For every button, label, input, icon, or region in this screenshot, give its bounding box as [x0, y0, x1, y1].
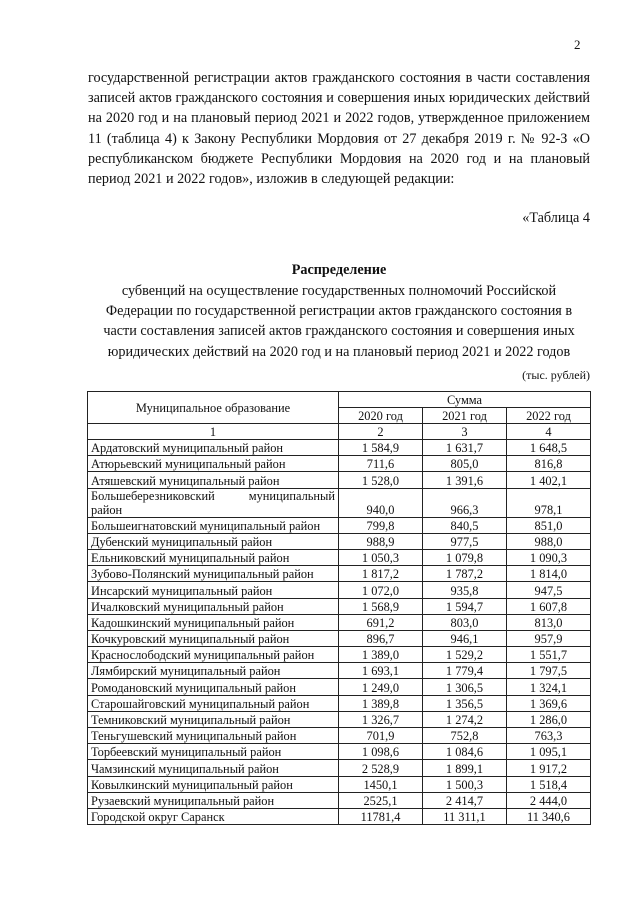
table-row [88, 582, 591, 598]
value-2022: 988,0 [507, 533, 591, 549]
col-number-4: 4 [507, 424, 591, 440]
table-row [88, 663, 591, 679]
value-2021: 935,8 [423, 582, 507, 598]
header-year-2021: 2021 год [423, 408, 507, 424]
value-2020: 1 072,0 [339, 582, 423, 598]
header-year-2022: 2022 год [507, 408, 591, 424]
value-2022: 1 648,5 [507, 440, 591, 456]
value-2022: 957,9 [507, 630, 591, 646]
table-row [88, 566, 591, 582]
value-2020: 1 050,3 [339, 549, 423, 565]
value-2020: 1 568,9 [339, 598, 423, 614]
value-2021: 1 779,4 [423, 663, 507, 679]
intro-paragraph: государственной регистрации актов гражданского состояния в части составления записей актов гражданского состояния и совершения иных юридических действий на 2020 год и на плановый период 2021 и 2022 годов, утвержденное приложением 11 (таблица 4) к Закону Республики Мордовия от 27 декабря 2019 г. № 92-З «О республиканском бюджете Республики Мордовия на 2020 год и на плановый период 2021 и 2022 годов», изложив в следующей редакции: [88, 70, 590, 188]
municipality-name: Кадошкинский муниципальный район [88, 614, 339, 630]
value-2020: 1 389,8 [339, 695, 423, 711]
municipality-name: Кочкуровский муниципальный район [88, 630, 339, 646]
header-sum: Сумма [339, 392, 591, 408]
value-2022: 1 814,0 [507, 566, 591, 582]
municipality-name: Инсарский муниципальный район [88, 582, 339, 598]
value-2021: 946,1 [423, 630, 507, 646]
value-2021: 2 414,7 [423, 792, 507, 808]
value-2022: 1 607,8 [507, 598, 591, 614]
value-2021: 11 311,1 [423, 808, 507, 824]
value-2020: 1 389,0 [339, 647, 423, 663]
value-2022: 1 369,6 [507, 695, 591, 711]
table-row [88, 533, 591, 549]
col-number-3: 3 [423, 424, 507, 440]
value-2020: 940,0 [339, 488, 423, 517]
municipality-name: Торбеевский муниципальный район [88, 744, 339, 760]
value-2022: 1 095,1 [507, 744, 591, 760]
table-row [88, 695, 591, 711]
distribution-title: Распределение [291, 262, 387, 278]
table-row [88, 808, 591, 824]
table-row [88, 614, 591, 630]
value-2022: 1 286,0 [507, 711, 591, 727]
subvention-table [87, 391, 591, 825]
value-2022: 978,1 [507, 488, 591, 517]
value-2021: 1 500,3 [423, 776, 507, 792]
table-row [88, 456, 591, 472]
municipality-name: Темниковский муниципальный район [88, 711, 339, 727]
value-2021: 977,5 [423, 533, 507, 549]
table-row [88, 549, 591, 565]
value-2022: 1 518,4 [507, 776, 591, 792]
value-2022: 1 551,7 [507, 647, 591, 663]
value-2021: 1 306,5 [423, 679, 507, 695]
value-2021: 1 899,1 [423, 760, 507, 776]
value-2020: 1450,1 [339, 776, 423, 792]
table-row [88, 517, 591, 533]
value-2022: 763,3 [507, 728, 591, 744]
municipality-name: Краснослободский муниципальный район [88, 647, 339, 663]
municipality-name: Ковылкинский муниципальный район [88, 776, 339, 792]
value-2022: 947,5 [507, 582, 591, 598]
municipality-name: Лямбирский муниципальный район [88, 663, 339, 679]
table-row [88, 647, 591, 663]
value-2020: 11781,4 [339, 808, 423, 824]
value-2021: 1 631,7 [423, 440, 507, 456]
value-2022: 851,0 [507, 517, 591, 533]
table-row [88, 711, 591, 727]
value-2021: 1 594,7 [423, 598, 507, 614]
value-2020: 1 584,9 [339, 440, 423, 456]
table-row [88, 440, 591, 456]
municipality-name: Теньгушевский муниципальный район [88, 728, 339, 744]
municipality-name: Рузаевский муниципальный район [88, 792, 339, 808]
value-2020: 701,9 [339, 728, 423, 744]
table-row [88, 630, 591, 646]
value-2020: 1 817,2 [339, 566, 423, 582]
value-2022: 1 797,5 [507, 663, 591, 679]
table-row [88, 598, 591, 614]
value-2022: 1 402,1 [507, 472, 591, 488]
distribution-subtitle: субвенций на осуществление государственных полномочий Российской Федерации по государственной регистрации актов гражданского состояния в части составления записей актов гражданского состояния и совершения иных юридических действий на 2020 год и на плановый период 2021 и 2022 годов [103, 283, 575, 360]
value-2022: 1 090,3 [507, 549, 591, 565]
municipality-name: Дубенский муниципальный район [88, 533, 339, 549]
municipality-name: Городской округ Саранск [88, 808, 339, 824]
value-2022: 816,8 [507, 456, 591, 472]
municipality-name: Ичалковский муниципальный район [88, 598, 339, 614]
value-2020: 1 098,6 [339, 744, 423, 760]
table-row [88, 728, 591, 744]
value-2020: 1 326,7 [339, 711, 423, 727]
value-2021: 752,8 [423, 728, 507, 744]
municipality-name: Большеберезниковский муниципальный район [88, 488, 339, 517]
value-2022: 813,0 [507, 614, 591, 630]
municipality-name: Атяшевский муниципальный район [88, 472, 339, 488]
table-body [88, 440, 591, 825]
value-2020: 1 693,1 [339, 663, 423, 679]
value-2020: 711,6 [339, 456, 423, 472]
value-2021: 1 529,2 [423, 647, 507, 663]
value-2022: 1 917,2 [507, 760, 591, 776]
col-number-1: 1 [88, 424, 339, 440]
value-2020: 2 528,9 [339, 760, 423, 776]
table-row [88, 776, 591, 792]
value-2021: 803,0 [423, 614, 507, 630]
value-2020: 988,9 [339, 533, 423, 549]
municipality-name: Ельниковский муниципальный район [88, 549, 339, 565]
value-2020: 799,8 [339, 517, 423, 533]
municipality-name: Атюрьевский муниципальный район [88, 456, 339, 472]
header-municipality: Муниципальное образование [88, 392, 339, 424]
value-2021: 1 274,2 [423, 711, 507, 727]
value-2020: 2525,1 [339, 792, 423, 808]
value-2021: 1 079,8 [423, 549, 507, 565]
value-2021: 1 084,6 [423, 744, 507, 760]
municipality-name: Ромодановский муниципальный район [88, 679, 339, 695]
value-2021: 805,0 [423, 456, 507, 472]
value-2020: 1 528,0 [339, 472, 423, 488]
value-2021: 1 787,2 [423, 566, 507, 582]
value-2020: 691,2 [339, 614, 423, 630]
table-row [88, 760, 591, 776]
value-2020: 1 249,0 [339, 679, 423, 695]
municipality-name: Большеигнатовский муниципальный район [88, 517, 339, 533]
header-year-2020: 2020 год [339, 408, 423, 424]
value-2020: 896,7 [339, 630, 423, 646]
value-2021: 966,3 [423, 488, 507, 517]
municipality-name: Чамзинский муниципальный район [88, 760, 339, 776]
table-row [88, 472, 591, 488]
table-caption: «Таблица 4 [522, 210, 590, 226]
municipality-name: Старошайговский муниципальный район [88, 695, 339, 711]
value-2021: 1 391,6 [423, 472, 507, 488]
table-row [88, 744, 591, 760]
value-2022: 11 340,6 [507, 808, 591, 824]
value-2021: 840,5 [423, 517, 507, 533]
table-row [88, 792, 591, 808]
municipality-name: Ардатовский муниципальный район [88, 440, 339, 456]
value-2022: 2 444,0 [507, 792, 591, 808]
table-row [88, 488, 591, 517]
page-number: 2 [574, 37, 581, 52]
table-row [88, 679, 591, 695]
units-label: (тыс. рублей) [522, 368, 590, 382]
municipality-name: Зубово-Полянский муниципальный район [88, 566, 339, 582]
col-number-2: 2 [339, 424, 423, 440]
value-2021: 1 356,5 [423, 695, 507, 711]
value-2022: 1 324,1 [507, 679, 591, 695]
